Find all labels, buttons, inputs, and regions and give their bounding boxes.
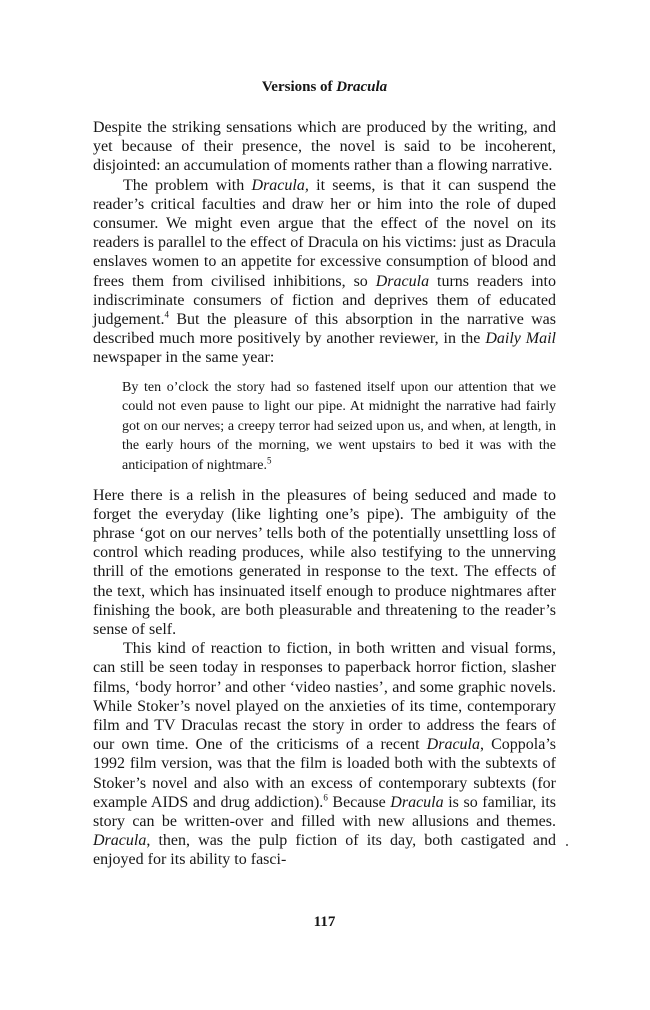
text-run: newspaper in the same year:	[93, 349, 275, 367]
footnote-marker: 6	[323, 792, 328, 803]
running-head-text: Versions of	[261, 79, 333, 95]
quote-text: By ten o’clock the story had so fastened itself upon our attention that we could not even pause to light our pipe. At midnight the narrative had fairly got on our nerves; a creepy terror had seized upon us, and when, at length, in the early hours of the morning, we went upstairs to bed it was with the anticipation of nightmare.	[122, 379, 556, 474]
page-number: 117	[313, 914, 336, 930]
italic-title: Daily Mail	[485, 330, 557, 348]
paragraph-4	[93, 639, 556, 869]
text-run: , Coppola’s 1992 film version, was that the film is loaded both with the subtexts of Stoker’s novel and also with an excess of contemporary subtexts (for example AIDS and drug addiction).	[93, 736, 556, 811]
italic-title: Dracula	[93, 832, 147, 850]
italic-title: Dracula	[426, 736, 480, 754]
paragraph-2	[93, 176, 556, 368]
running-head-title: Dracula	[336, 79, 388, 95]
text-run: turns readers into indiscriminate consumers of fiction and deprives them of educated judgement.	[93, 272, 556, 329]
italic-title: Dracula	[375, 272, 430, 290]
text-run: , then, was the pulp fiction of its day, both castigated and enjoyed for its ability to fasci-	[93, 832, 556, 869]
paragraph-1: Despite the striking sensations which are produced by the writing, and yet because of their presence, the novel is said to be incoherent, disjointed: an accumulation of moments rather than a flowing narrative.	[93, 119, 556, 175]
italic-title: Dracula,	[251, 176, 309, 194]
body-text	[93, 118, 556, 870]
text-run: But the pleasure of this absorption in the narrative was described much more positively by another reviewer, in the	[93, 311, 556, 348]
running-head	[93, 77, 556, 97]
block-quote	[122, 378, 556, 476]
paragraph-3: Here there is a relish in the pleasures of being seduced and made to forget the everyday (like lighting one’s pipe). The ambiguity of the phrase ‘got on our nerves’ tells both of the potentially unsettling loss of control which reading produces, while also testifying to the unnerving thrill of the emotions generated in response to the text. The effects of the text, which has insinuated itself enough to produce nightmares after finishing the book, are both pleasurable and threatening to the reader’s sense of self.	[93, 486, 556, 639]
text-run: it seems, is that it can suspend the reader’s critical faculties and draw her or him into the role of duped consumer. We might even argue that the effect of the novel on its readers is parallel to the effect of Dracula on his victims: just as Dracula enslaves women to an appetite for excessive consumption of blood and frees them from civilised inhibitions, so	[93, 176, 557, 290]
footnote-marker: 5	[267, 455, 272, 466]
text-run: The problem with	[123, 176, 252, 194]
text-run: Because	[327, 793, 391, 811]
text-run: This kind of reaction to fiction, in both written and visual forms, can still be seen today in responses to paperback horror fiction, slasher films, ‘body horror’ and other ‘video nasties’, and some graphic novels. While Stoker’s novel played on the anxieties of its time, contemporary film and TV Draculas recast the story in order to address the fears of our own time. One of the criticisms of a recent	[93, 640, 556, 754]
footnote-marker: 4	[164, 309, 170, 320]
text-run: is so familiar, its story can be written-over and filled with new allusions and themes.	[93, 793, 556, 831]
italic-title: Dracula	[390, 793, 444, 811]
scan-speck	[566, 844, 568, 846]
